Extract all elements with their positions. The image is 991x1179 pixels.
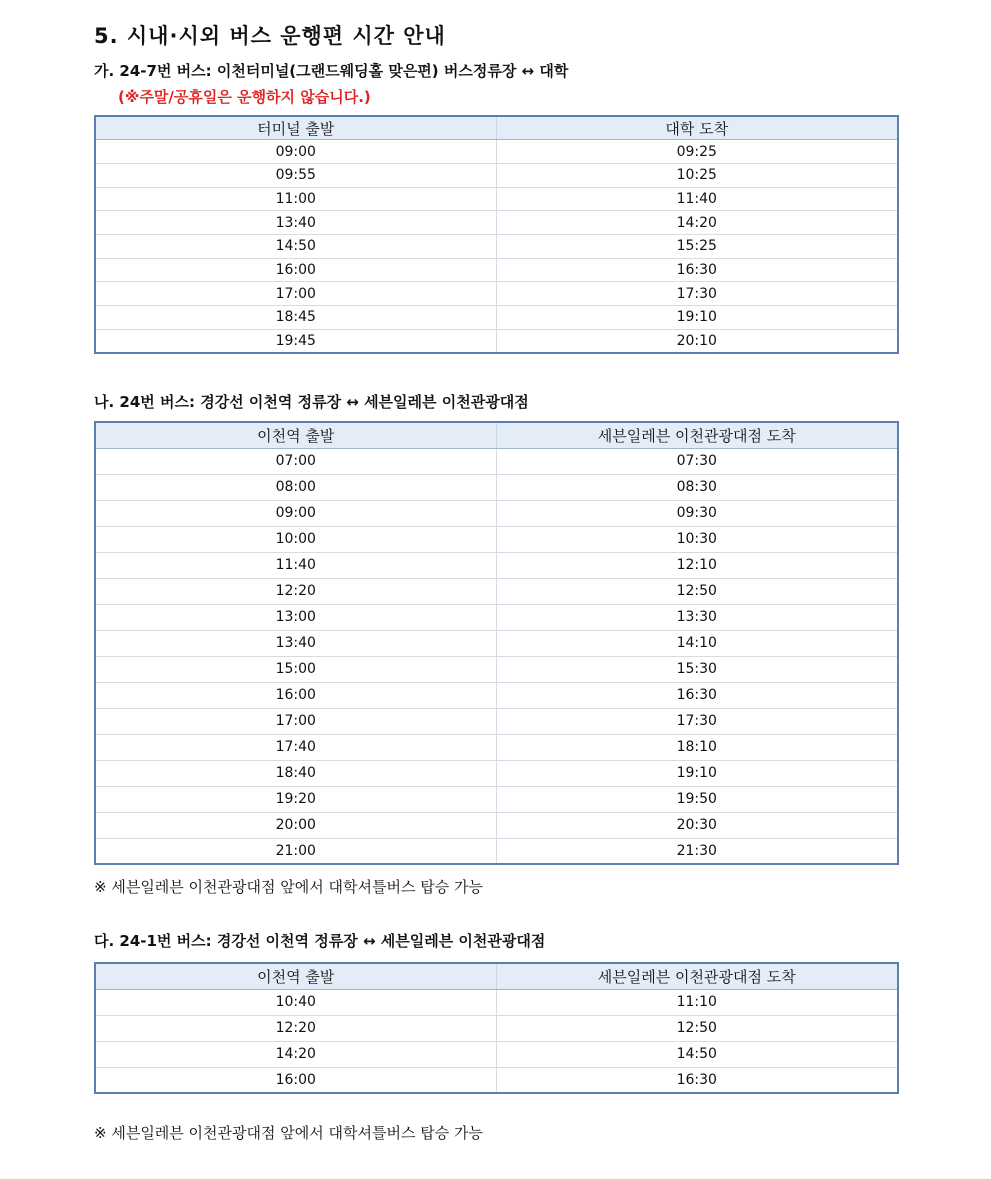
table-row	[95, 760, 898, 786]
timetable-body	[95, 989, 898, 1093]
table-row	[95, 989, 898, 1015]
timetable-24	[94, 421, 899, 865]
departure-time-cell: 09:00	[95, 500, 496, 526]
table-row	[95, 163, 898, 187]
departure-time-cell: 17:40	[95, 734, 496, 760]
arrival-time-cell: 16:30	[496, 682, 898, 708]
table-row	[95, 708, 898, 734]
table-row	[95, 211, 898, 235]
arrival-time-cell: 15:25	[496, 234, 898, 258]
table-row	[95, 258, 898, 282]
arrival-time-cell: 09:25	[496, 140, 898, 164]
table-row	[95, 838, 898, 864]
column-header-departure: 터미널 출발	[95, 116, 496, 140]
arrival-time-cell: 12:50	[496, 578, 898, 604]
section-heading-24-1: 다. 24-1번 버스: 경강선 이천역 정류장 ↔ 세븐일레븐 이천관광대점	[94, 932, 546, 950]
arrival-time-cell: 13:30	[496, 604, 898, 630]
departure-time-cell: 14:20	[95, 1041, 496, 1067]
arrival-time-cell: 10:30	[496, 526, 898, 552]
table-row	[95, 306, 898, 330]
timetable-24-1	[94, 962, 899, 1094]
table-row	[95, 282, 898, 306]
table-row	[95, 578, 898, 604]
arrival-time-cell: 20:10	[496, 329, 898, 353]
arrival-time-cell: 12:50	[496, 1015, 898, 1041]
table-header-row	[95, 422, 898, 448]
arrival-time-cell: 16:30	[496, 1067, 898, 1093]
arrival-time-cell: 19:50	[496, 786, 898, 812]
departure-time-cell: 17:00	[95, 282, 496, 306]
section-heading-24: 나. 24번 버스: 경강선 이천역 정류장 ↔ 세븐일레븐 이천관광대점	[94, 393, 529, 411]
arrival-time-cell: 11:40	[496, 187, 898, 211]
table-row	[95, 604, 898, 630]
column-header-departure: 이천역 출발	[95, 963, 496, 989]
table-row	[95, 552, 898, 578]
arrival-time-cell: 19:10	[496, 306, 898, 330]
table-row	[95, 682, 898, 708]
timetable-body	[95, 140, 898, 353]
section-heading-24-7: 가. 24-7번 버스: 이천터미널(그랜드웨딩홀 맞은편) 버스정류장 ↔ 대학	[94, 62, 569, 80]
weekend-notice: (※주말/공휴일은 운행하지 않습니다.)	[118, 88, 371, 106]
departure-time-cell: 09:55	[95, 163, 496, 187]
arrival-time-cell: 19:10	[496, 760, 898, 786]
table-row	[95, 448, 898, 474]
departure-time-cell: 18:40	[95, 760, 496, 786]
departure-time-cell: 18:45	[95, 306, 496, 330]
departure-time-cell: 12:20	[95, 1015, 496, 1041]
table-row	[95, 140, 898, 164]
departure-time-cell: 19:20	[95, 786, 496, 812]
arrival-time-cell: 12:10	[496, 552, 898, 578]
column-header-arrival: 세븐일레븐 이천관광대점 도착	[496, 963, 898, 989]
table-row	[95, 500, 898, 526]
departure-time-cell: 14:50	[95, 234, 496, 258]
departure-time-cell: 21:00	[95, 838, 496, 864]
table-row	[95, 187, 898, 211]
departure-time-cell: 09:00	[95, 140, 496, 164]
arrival-time-cell: 10:25	[496, 163, 898, 187]
table-row	[95, 329, 898, 353]
table-row	[95, 812, 898, 838]
shuttle-note-24-1: ※ 세븐일레븐 이천관광대점 앞에서 대학셔틀버스 탑승 가능	[94, 1124, 483, 1142]
departure-time-cell: 10:00	[95, 526, 496, 552]
timetable-body	[95, 448, 898, 864]
departure-time-cell: 20:00	[95, 812, 496, 838]
arrival-time-cell: 20:30	[496, 812, 898, 838]
departure-time-cell: 11:40	[95, 552, 496, 578]
arrival-time-cell: 17:30	[496, 708, 898, 734]
arrival-time-cell: 17:30	[496, 282, 898, 306]
arrival-time-cell: 14:50	[496, 1041, 898, 1067]
table-row	[95, 630, 898, 656]
departure-time-cell: 19:45	[95, 329, 496, 353]
column-header-arrival: 대학 도착	[496, 116, 898, 140]
table-row	[95, 474, 898, 500]
table-header-row	[95, 116, 898, 140]
timetable-24-7	[94, 115, 899, 354]
departure-time-cell: 13:00	[95, 604, 496, 630]
shuttle-note-24: ※ 세븐일레븐 이천관광대점 앞에서 대학셔틀버스 탑승 가능	[94, 878, 483, 896]
departure-time-cell: 16:00	[95, 258, 496, 282]
arrival-time-cell: 07:30	[496, 448, 898, 474]
arrival-time-cell: 11:10	[496, 989, 898, 1015]
arrival-time-cell: 14:10	[496, 630, 898, 656]
departure-time-cell: 15:00	[95, 656, 496, 682]
departure-time-cell: 13:40	[95, 630, 496, 656]
table-row	[95, 734, 898, 760]
departure-time-cell: 10:40	[95, 989, 496, 1015]
arrival-time-cell: 09:30	[496, 500, 898, 526]
table-row	[95, 656, 898, 682]
departure-time-cell: 16:00	[95, 1067, 496, 1093]
departure-time-cell: 08:00	[95, 474, 496, 500]
column-header-departure: 이천역 출발	[95, 422, 496, 448]
table-row	[95, 1067, 898, 1093]
departure-time-cell: 13:40	[95, 211, 496, 235]
table-row	[95, 1041, 898, 1067]
departure-time-cell: 12:20	[95, 578, 496, 604]
table-row	[95, 786, 898, 812]
arrival-time-cell: 14:20	[496, 211, 898, 235]
arrival-time-cell: 21:30	[496, 838, 898, 864]
departure-time-cell: 07:00	[95, 448, 496, 474]
arrival-time-cell: 08:30	[496, 474, 898, 500]
table-header-row	[95, 963, 898, 989]
departure-time-cell: 16:00	[95, 682, 496, 708]
table-row	[95, 1015, 898, 1041]
page-title: 5. 시내·시외 버스 운행편 시간 안내	[94, 24, 446, 48]
table-row	[95, 526, 898, 552]
column-header-arrival: 세븐일레븐 이천관광대점 도착	[496, 422, 898, 448]
arrival-time-cell: 18:10	[496, 734, 898, 760]
departure-time-cell: 11:00	[95, 187, 496, 211]
arrival-time-cell: 15:30	[496, 656, 898, 682]
table-row	[95, 234, 898, 258]
departure-time-cell: 17:00	[95, 708, 496, 734]
arrival-time-cell: 16:30	[496, 258, 898, 282]
